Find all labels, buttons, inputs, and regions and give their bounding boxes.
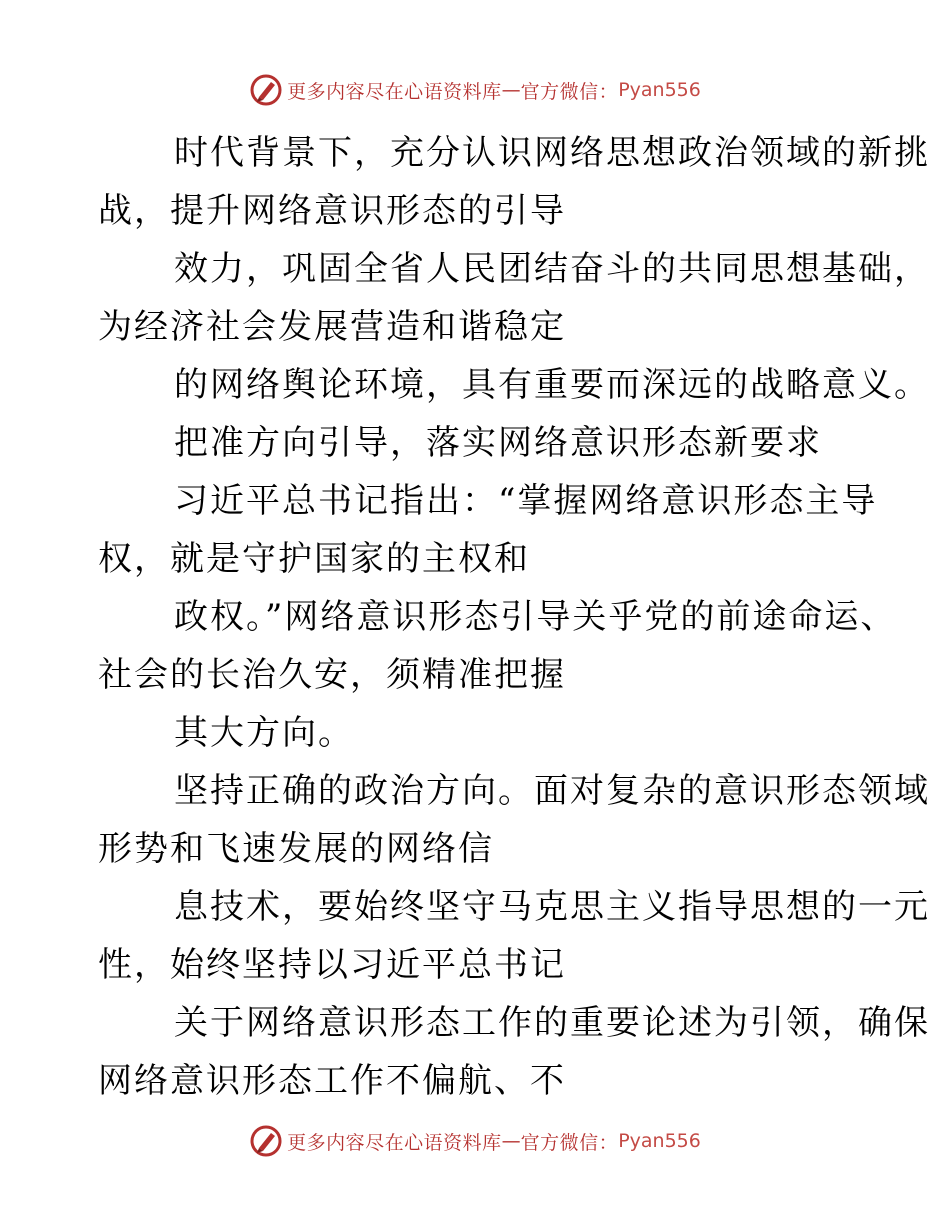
watermark-dash: — (501, 1130, 521, 1152)
text-line: 为经济社会发展营造和谐稳定 (98, 307, 566, 347)
text-line: 战，提升网络意识形态的引导 (98, 191, 566, 231)
watermark-label: 官方微信： (520, 80, 619, 103)
text-line: 坚持正确的政治方向。面对复杂的意识形态领域 (174, 771, 930, 811)
watermark-account: Pyan556 (618, 79, 701, 101)
text-line: 性，始终坚持以习近平总书记 (98, 945, 566, 985)
watermark-dash: — (501, 79, 521, 101)
footer-watermark (0, 1121, 950, 1161)
pen-seal-icon (249, 73, 283, 107)
document-body (98, 124, 930, 1110)
text-line: 息技术，要始终坚守马克思主义指导思想的一元 (174, 887, 930, 927)
text-line: 网络意识形态工作不偏航、不 (98, 1061, 566, 1101)
text-line: 把准方向引导，落实网络意识形态新要求 (174, 423, 822, 463)
text-line: 效力，巩固全省人民团结奋斗的共同思想基础， (174, 249, 930, 289)
text-line: 时代背景下，充分认识网络思想政治领域的新挑 (174, 133, 930, 173)
text-line: 其大方向。 (174, 713, 354, 753)
text-line: 关于网络意识形态工作的重要论述为引领，确保 (174, 1003, 930, 1043)
text-line: 习近平总书记指出：“掌握网络意识形态主导 (174, 481, 878, 521)
text-line: 的网络舆论环境，具有重要而深远的战略意义。 (174, 365, 930, 405)
text-line: 权，就是守护国家的主权和 (98, 539, 530, 579)
watermark-site-text: 更多内容尽在心语资料库 (287, 1131, 502, 1154)
watermark-site-text: 更多内容尽在心语资料库 (287, 80, 502, 103)
text-line: 形势和飞速发展的网络信 (98, 829, 494, 869)
watermark-label: 官方微信： (520, 1131, 619, 1154)
text-line: 社会的长治久安，须精准把握 (98, 655, 566, 695)
pen-seal-icon (249, 1124, 283, 1158)
text-line: 政权。”网络意识形态引导关乎党的前途命运、 (174, 597, 897, 637)
watermark-account: Pyan556 (618, 1130, 701, 1152)
header-watermark (0, 70, 950, 110)
